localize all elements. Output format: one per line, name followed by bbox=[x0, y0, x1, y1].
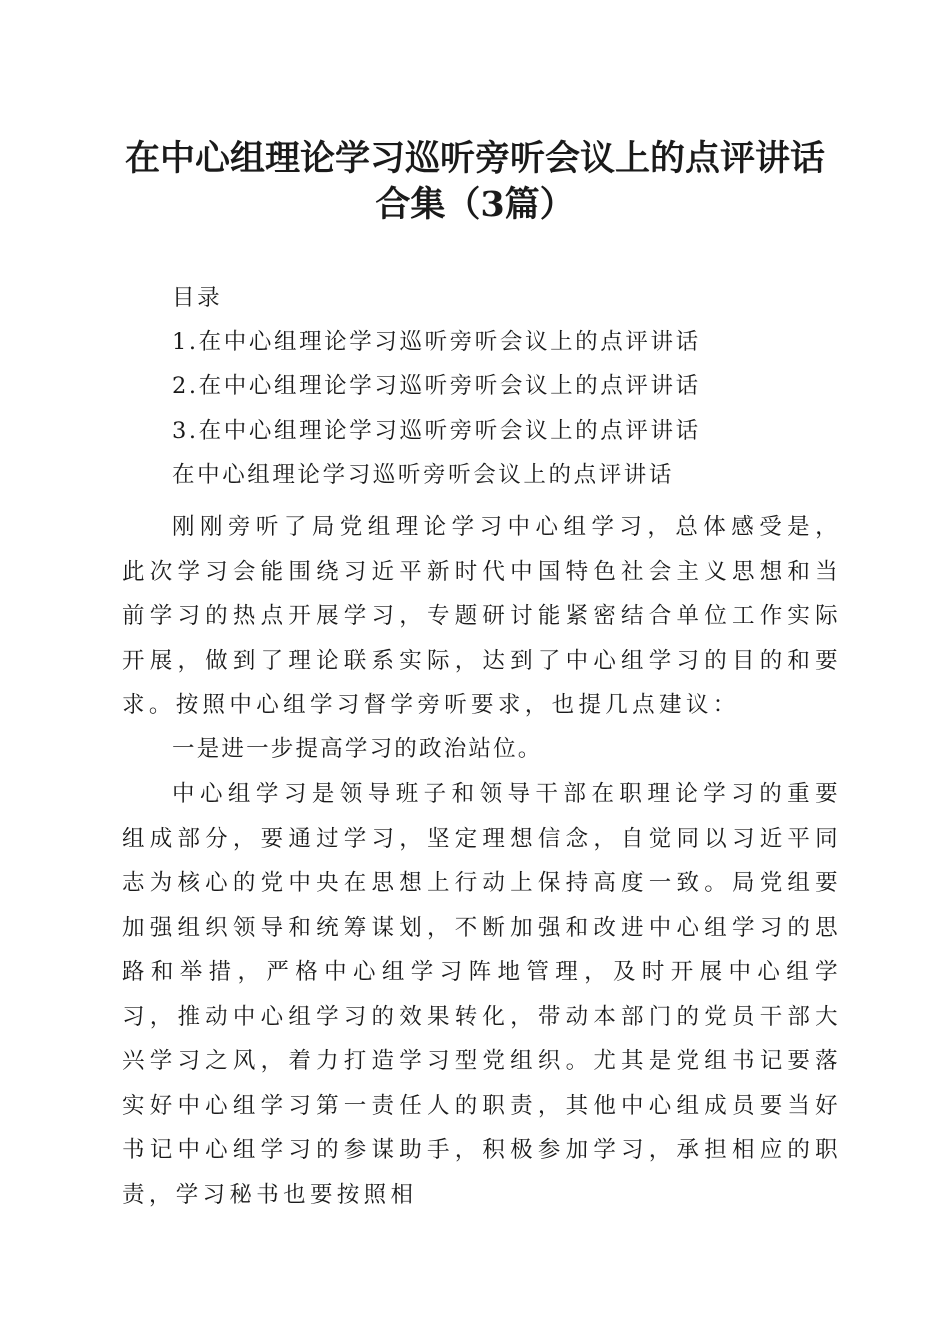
toc-item: 2.在中心组理论学习巡听旁听会议上的点评讲话 bbox=[172, 373, 701, 399]
document-title-line-1: 在中心组理论学习巡听旁听会议上的点评讲话 bbox=[124, 138, 825, 179]
paragraph-text: 刚刚旁听了局党组理论学习中心组学习，总体感受是，此次学习会能围绕习近平新时代中国特色社会主义思想和当前学习的热点开展学习，专题研讨能紧密结合单位工作实际开展，做到了理论联系实际，达到了中心组学习的目的和要求。按照中心组学习督学旁听要求，也提几点建议： bbox=[122, 514, 842, 718]
point-heading bbox=[122, 727, 842, 772]
point-heading-text: 一是进一步提高学习的政治站位。 bbox=[172, 736, 543, 762]
toc-item: 3.在中心组理论学习巡听旁听会议上的点评讲话 bbox=[172, 418, 701, 444]
toc-heading: 目录 bbox=[172, 285, 223, 311]
section-title: 在中心组理论学习巡听旁听会议上的点评讲话 bbox=[172, 462, 675, 488]
body-paragraph-1 bbox=[122, 505, 842, 728]
toc-item: 1.在中心组理论学习巡听旁听会议上的点评讲话 bbox=[172, 329, 701, 355]
body-paragraph-2 bbox=[122, 772, 842, 1217]
paragraph-text: 中心组学习是领导班子和领导干部在职理论学习的重要组成部分，要通过学习，坚定理想信念，自觉同以习近平同志为核心的党中央在思想上行动上保持高度一致。局党组要加强组织领导和统筹谋划，不断加强和改进中心组学习的思路和举措，严格中心组学习阵地管理，及时开展中心组学习，推动中心组学习的效果转化，带动本部门的党员干部大兴学习之风，着力打造学习型党组织。尤其是党组书记要落实好中心组学习第一责任人的职责，其他中心组成员要当好书记中心组学习的参谋助手，积极参加学习，承担相应的职责，学习秘书也要按照相 bbox=[122, 781, 842, 1208]
document-title-line-2: 合集（3篇） bbox=[375, 184, 575, 225]
